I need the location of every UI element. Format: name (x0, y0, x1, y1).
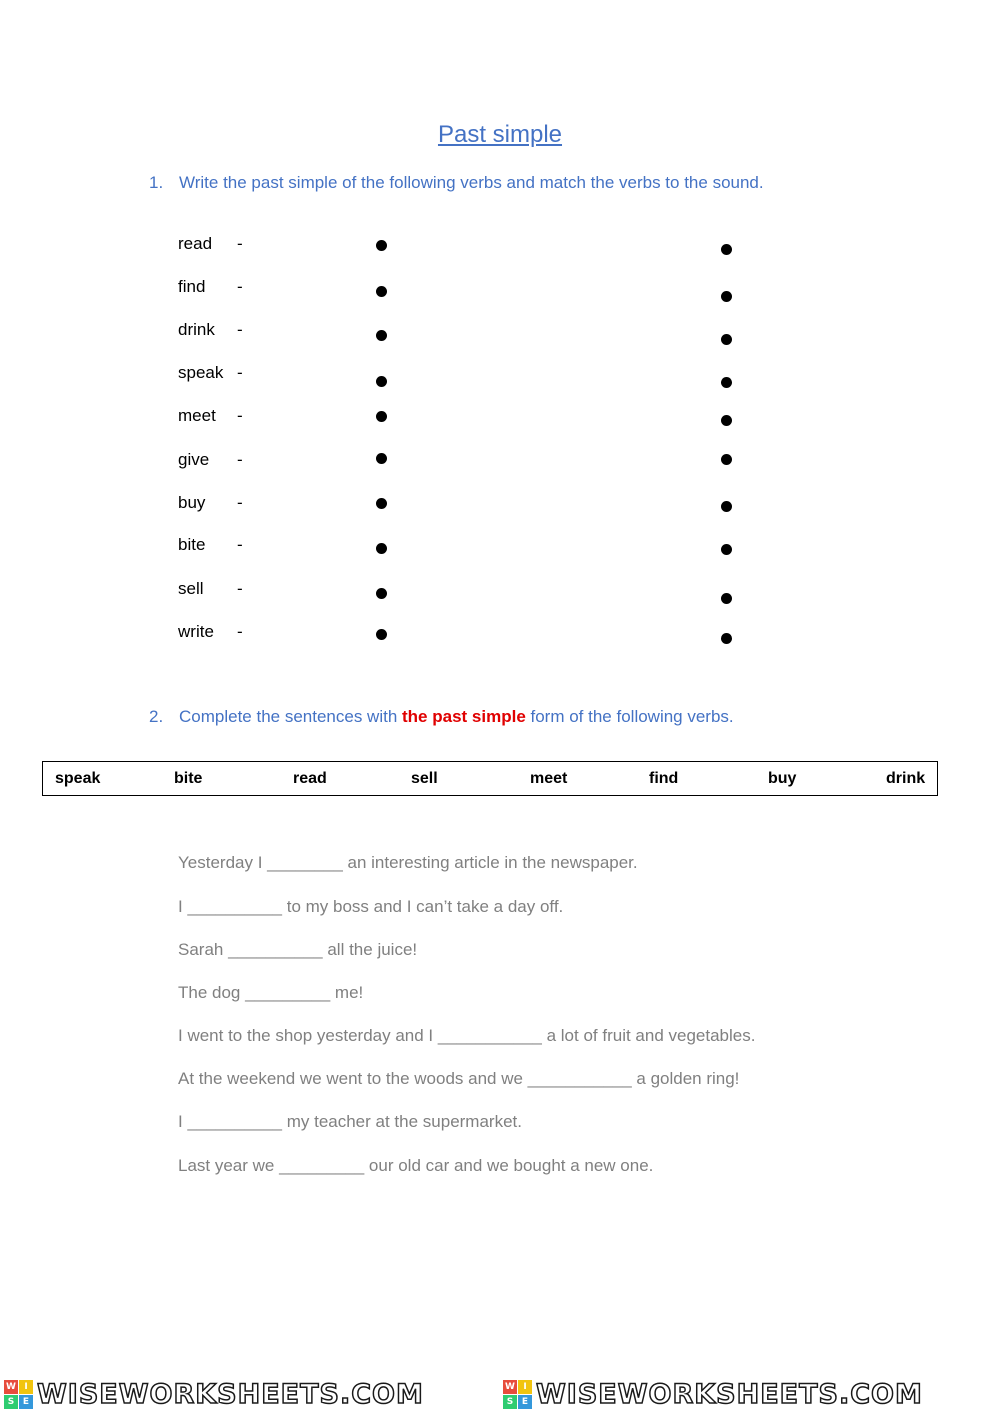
match-dot-right[interactable] (721, 377, 732, 388)
match-dot-right[interactable] (721, 291, 732, 302)
exercise-2-text-highlight: the past simple (402, 707, 526, 726)
verb-dash: - (237, 406, 243, 425)
verb-item (178, 578, 243, 600)
sentence-item: I went to the shop yesterday and I ___________ a lot of fruit and vegetables. (178, 1026, 756, 1045)
word-bank-item: find (649, 770, 679, 787)
verb-item (178, 492, 243, 514)
sentence-item: I __________ my teacher at the supermarket. (178, 1112, 522, 1131)
match-dot-left[interactable] (376, 376, 387, 387)
verb-word: read (178, 234, 213, 253)
exercise-2-text-before: Complete the sentences with (179, 707, 403, 726)
verb-dash: - (237, 363, 243, 382)
match-dot-right[interactable] (721, 454, 732, 465)
verb-dash: - (237, 450, 243, 469)
logo-text: WISEWORKSHEETS.COM (37, 1379, 424, 1410)
site-logo (4, 1379, 424, 1410)
exercise-1-text: Write the past simple of the following verbs and match the verbs to the sound. (179, 173, 764, 192)
verb-word: write (178, 622, 214, 641)
match-dot-right[interactable] (721, 415, 732, 426)
sentence-item: I __________ to my boss and I can’t take a day off. (178, 897, 564, 916)
match-dot-left[interactable] (376, 588, 387, 599)
verb-item (178, 449, 243, 471)
word-bank (42, 761, 938, 796)
verb-dash: - (237, 234, 243, 253)
verb-item (178, 621, 243, 643)
word-bank-item: sell (411, 770, 438, 787)
exercise-2-number: 2. (149, 707, 164, 726)
match-dot-left[interactable] (376, 330, 387, 341)
word-bank-item: read (293, 770, 327, 787)
match-dot-left[interactable] (376, 498, 387, 509)
word-bank-item: bite (174, 770, 203, 787)
verb-word: bite (178, 535, 206, 554)
verb-word: buy (178, 493, 206, 512)
page-title: Past simple (437, 121, 563, 148)
match-dot-right[interactable] (721, 593, 732, 604)
match-dot-right[interactable] (721, 544, 732, 555)
verb-word: give (178, 450, 210, 469)
match-dot-left[interactable] (376, 411, 387, 422)
exercise-2-instruction (149, 707, 734, 727)
word-bank-item: meet (530, 770, 568, 787)
sentence-item: Last year we _________ our old car and we bought a new one. (178, 1156, 654, 1175)
verb-dash: - (237, 493, 243, 512)
match-dot-left[interactable] (376, 629, 387, 640)
verb-dash: - (237, 579, 243, 598)
match-dot-left[interactable] (376, 240, 387, 251)
verb-word: speak (178, 363, 224, 382)
word-bank-item: speak (55, 770, 101, 787)
match-dot-right[interactable] (721, 244, 732, 255)
logo-icon: W I S E (4, 1380, 33, 1409)
exercise-2-text-after: form of the following verbs. (525, 707, 734, 726)
verb-item (178, 405, 243, 427)
site-logo (503, 1379, 923, 1410)
verb-item (178, 276, 243, 298)
sentence-item: Sarah __________ all the juice! (178, 940, 418, 959)
sentence-item: Yesterday I ________ an interesting article in the newspaper. (178, 853, 638, 872)
logo-icon: W I S E (503, 1380, 532, 1409)
verb-dash: - (237, 535, 243, 554)
match-dot-right[interactable] (721, 633, 732, 644)
match-dot-right[interactable] (721, 334, 732, 345)
verb-item (178, 233, 243, 255)
verb-word: drink (178, 320, 215, 339)
exercise-1-instruction (149, 173, 764, 193)
verb-word: find (178, 277, 206, 296)
sentence-item: The dog _________ me! (178, 983, 364, 1002)
match-dot-right[interactable] (721, 501, 732, 512)
verb-word: sell (178, 579, 204, 598)
verb-word: meet (178, 406, 216, 425)
logo-text: WISEWORKSHEETS.COM (536, 1379, 923, 1410)
verb-dash: - (237, 277, 243, 296)
footer-watermark (0, 1375, 1000, 1413)
verb-dash: - (237, 622, 243, 641)
match-dot-left[interactable] (376, 286, 387, 297)
verb-item (178, 534, 243, 556)
exercise-1-number: 1. (149, 173, 164, 192)
verb-dash: - (237, 320, 243, 339)
word-bank-item: buy (768, 770, 797, 787)
word-bank-item: drink (886, 770, 926, 787)
verb-item (178, 319, 243, 341)
match-dot-left[interactable] (376, 453, 387, 464)
match-dot-left[interactable] (376, 543, 387, 554)
sentence-item: At the weekend we went to the woods and we ___________ a golden ring! (178, 1069, 740, 1088)
verb-item (178, 362, 243, 384)
